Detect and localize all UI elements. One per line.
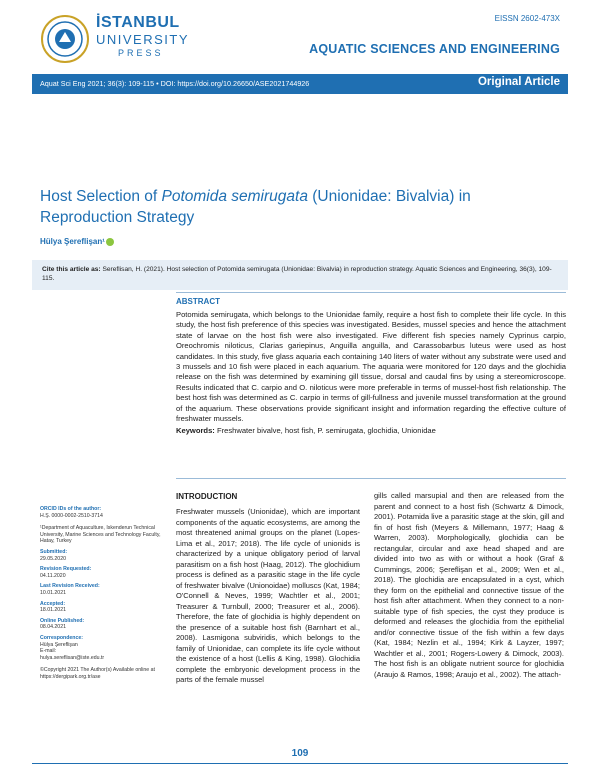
last-revision-date: 10.01.2021 (40, 589, 66, 596)
publisher-name-line2: UNIVERSITY (96, 32, 190, 47)
keywords-list: Freshwater bivalve, host fish, P. semirugata, glochidia, Unionidae (214, 426, 436, 436)
cite-as-box (32, 260, 568, 290)
online-date: 08.04.2021 (40, 624, 66, 631)
email-label: E-mail: (40, 648, 57, 655)
issn-label: EISSN 2602-473X (494, 14, 560, 23)
title-part: Host Selection of (40, 188, 162, 205)
last-revision-label: Last Revision Received: (40, 583, 100, 590)
cite-as-text (42, 265, 560, 283)
email-link[interactable]: hulya.sereflisan@iste.edu.tr (40, 654, 105, 661)
affiliation: ¹Department of Aquaculture, Iskenderun Technical University, Marine Sciences and Technology Faculty, Hatay, Turkey (40, 525, 161, 545)
divider (176, 478, 566, 479)
copyright-notice: ©Copyright 2021 The Author(s) Available online at https://dergipark.org.tr/ase (40, 667, 155, 680)
body-column-2: gills called marsupial and then are released from the parent and connect to a host fish (Schwartz & Dimock, 2001). Potamida live a parasitic stage at the skin, gill and fin of host fish (Meyers & Millemann, 1977; Haag & Warren, 2003). Morphologically, glochidia can be rectangular, circular and axe head shaped and are divided into two as with or without a hook (Graf & Cummings, 2006; Şereflişan et al., 2009; Wen et al., 2018). The glochidia are encapsulated in a cyst, which they form on the epithelial and connective tissue of the host fish after attachment. When they connect to a non-suitable type of fish species, the cyst they produce is deformed and releases the glochidia from the epithelial and/or connective tissue of the fish within a few days (Kat, 1984; Nezlin et al., 1994; Kirk & Layzer, 1997; Wachtler et al., 2001; Rogers-Lowery & Dimock, 2003). The host fish is an obligate nutrient source for glochidia (Araujo & Ramos, 1998; Araujo et al., 2002). The attach- (374, 491, 564, 679)
publisher-name-line3: PRESS (118, 48, 164, 58)
article-title (40, 186, 500, 228)
online-label: Online Published: (40, 617, 85, 624)
cite-body: Sereflisan, H. (2021). Host selection of Potomida semirugata (Unionidae: Bivalvia) in reproduction strategy. Aquatic Sciences and Engineering, 36(3), 109-115. (42, 266, 552, 282)
publisher-logo (40, 14, 190, 74)
submitted-date: 29.05.2020 (40, 555, 66, 562)
cite-label: Cite this article as: (42, 266, 101, 273)
correspondence-name: Hülya Şereflişan (40, 641, 78, 648)
citation-bar (32, 74, 568, 94)
orcid-id[interactable]: H.Ş. 0000-0002-2510-3714 (40, 512, 103, 519)
title-part: (Unionidae: Bivalvia) in Reproduction Strategy (40, 188, 471, 226)
correspondence-label: Correspondence: (40, 634, 83, 641)
abstract-section (176, 292, 566, 465)
article-info-sidebar (40, 502, 168, 680)
revision-date: 04.11.2020 (40, 572, 66, 579)
article-type: Original Article (477, 76, 560, 88)
introduction-heading: INTRODUCTION (176, 492, 238, 501)
journal-name: AQUATIC SCIENCES AND ENGINEERING (309, 42, 560, 56)
orcid-icon[interactable] (106, 238, 114, 246)
body-column-1: Freshwater mussels (Unionidae), which are important components of the aquatic ecosystems, are among the most threatened animal groups on the planet (Lopes-Lima et al., 2017; 2018). The life cycle of unionids is characterized by a unique obligatory period of larval parasitism on a fish host (Haag, 2012). The glochidium process is defined as a parasitic stage in the life cycle of freshwater bivalve (Unionoidae) molluscs (Kat, 1984; O'Connell & Neves, 1999; Wachtler et al., 2001; Treasurer & Turnbull, 2000; Treasurer et al., 2006). Therefore, the fate of glochidia is highly dependent on the presence of a suitable host fish (Barnhart et al., 2008). Lasmigona subviridis, which belongs to the family of Unionidae, can complete its life cycle without the existence of a host (Lellis & King, 1998). Glochidia complete the embryonic development process in the parts of the female mussel (176, 507, 360, 684)
abstract-text: Potomida semirugata, which belongs to the Unionidae family, require a host fish to complete their life cycle. In this study, the host fish preference of this species was investigated. Besides, mussel species and hence the attachment state of larvae on the host fish were also investigated. Five different fish species namely Cyprinus carpio, Oreochromis niloticus, Clarias gariepinus, Anguilla anguilla, and Carassobarbus luteus were used as host candidates. In this study, five glass aquaria each containing 140 liters of water without any substrate were used and 3 mussels and 10 fish were placed in each aquarium. The aquaria were monitored for 120 days and the glochidia release on the fish was determined by examining gill tissue, dorsal and caudal fins by using a stereomicroscope. Results indicated that C. carpio and O. niloticus were more preferable in terms of mussel-host fish relationship. The best host fish was determined as C. carpio in terms of gill-fullness and juvenile mussel transformation at the ground of the aquarium. These observations provide significant insight and information regarding the effective culture of freshwater mussels. (176, 310, 566, 424)
keywords (176, 426, 566, 436)
author-text: Hülya Şereflişan¹ (40, 237, 105, 246)
publisher-name-line1: İSTANBUL (96, 14, 180, 31)
keywords-label: Keywords: (176, 426, 215, 436)
doi-citation[interactable]: Aquat Sci Eng 2021; 36(3): 109-115 • DOI: https://doi.org/10.26650/ASE2021744926 (40, 79, 310, 88)
university-seal-icon (40, 14, 90, 64)
page-number: 109 (291, 748, 309, 759)
title-species: Potomida semirugata (161, 188, 308, 205)
abstract-heading: ABSTRACT (176, 297, 220, 306)
accepted-date: 18.01.2021 (40, 607, 66, 614)
accepted-label: Accepted: (40, 600, 66, 607)
footer-rule (32, 763, 568, 764)
orcid-label: ORCID IDs of the author: (40, 506, 102, 512)
author-name (40, 237, 114, 246)
submitted-label: Submitted: (40, 548, 68, 555)
revision-label: Revision Requested: (40, 566, 92, 573)
